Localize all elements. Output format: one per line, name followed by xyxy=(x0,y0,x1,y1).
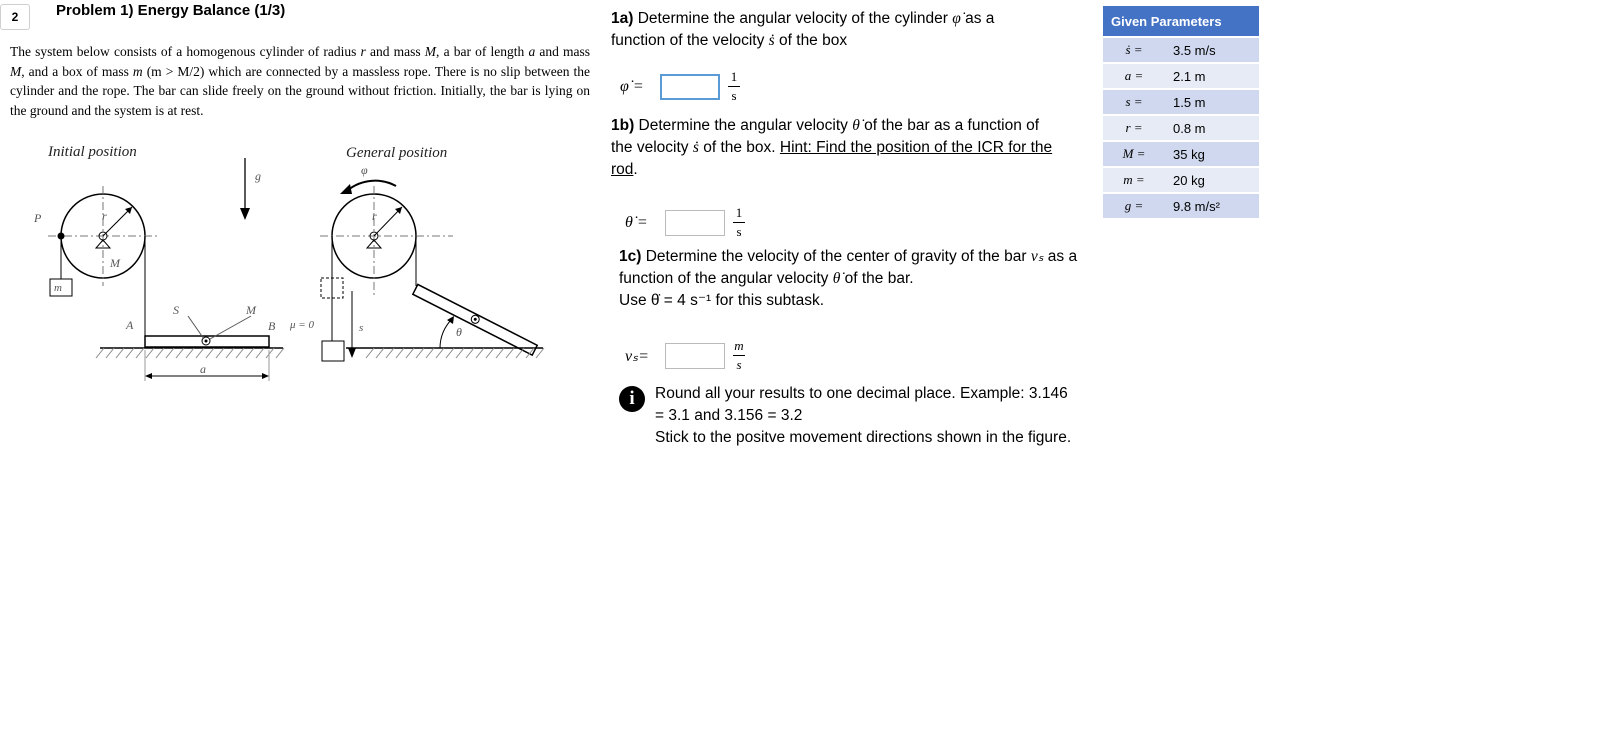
answer-input-1b[interactable] xyxy=(665,210,725,236)
answer-input-1c[interactable] xyxy=(665,343,725,369)
problem-title: Problem 1) Energy Balance (1/3) xyxy=(56,2,286,19)
params-header: Given Parameters xyxy=(1103,6,1259,36)
svg-text:S: S xyxy=(173,303,179,317)
answer-row-1b xyxy=(625,206,745,239)
svg-text:a: a xyxy=(200,362,206,376)
initial-position-label: Initial position xyxy=(48,144,137,160)
answer-label-1a: φ̇ = xyxy=(620,77,644,95)
answer-label-1b: θ̇ = xyxy=(625,213,648,231)
svg-text:s: s xyxy=(359,322,364,334)
unit-1a: $\frac{1}{s}$ xyxy=(728,70,740,103)
param-symbol: a = xyxy=(1103,64,1165,88)
general-position-label: General position xyxy=(346,145,448,161)
svg-text:r: r xyxy=(102,209,107,223)
answer-input-1a[interactable] xyxy=(660,74,720,100)
param-symbol: s = xyxy=(1103,90,1165,114)
bar-general xyxy=(413,284,537,355)
param-row xyxy=(1103,90,1259,114)
param-value: 9.8 m/s² xyxy=(1165,194,1259,218)
param-row xyxy=(1103,168,1259,192)
svg-text:P: P xyxy=(34,211,42,225)
system-figure xyxy=(28,136,568,401)
unit-1c: $\frac{m}{s}$ xyxy=(734,338,744,372)
param-symbol: m = xyxy=(1103,168,1165,192)
param-row xyxy=(1103,64,1259,88)
question-1c: 1c) Determine the velocity of the center of gravity of the bar vₛ as a function of the angular velocity θ̇ of the bar. Use θ̇ = 4 s⁻¹ for this subtask. xyxy=(619,248,1078,309)
page-number-badge: 2 xyxy=(0,4,30,30)
unit-1b: $\frac{1}{s}$ xyxy=(733,206,745,239)
svg-text:m: m xyxy=(54,282,62,294)
param-value: 3.5 m/s xyxy=(1165,38,1259,62)
svg-text:r: r xyxy=(372,209,377,223)
svg-text:φ: φ xyxy=(361,163,368,177)
answer-row-1a xyxy=(620,70,740,103)
param-value: 1.5 m xyxy=(1165,90,1259,114)
param-symbol: ṡ = xyxy=(1103,38,1165,62)
question-1a: 1a) Determine the angular velocity of the cylinder φ̇ as a function of the velocity ṡ of the box xyxy=(611,10,995,49)
param-value: 2.1 m xyxy=(1165,64,1259,88)
svg-text:θ: θ xyxy=(456,325,462,339)
instructions-note: Round all your results to one decimal place. Example: 3.146 = 3.1 and 3.156 = 3.2 Stick to the positve movement directions shown in the figure. xyxy=(655,385,1072,446)
param-row xyxy=(1103,38,1259,62)
svg-text:M: M xyxy=(110,256,120,270)
svg-text:A: A xyxy=(126,318,134,332)
param-row xyxy=(1103,142,1259,166)
param-value: 0.8 m xyxy=(1165,116,1259,140)
svg-text:B: B xyxy=(268,319,276,333)
g-label: g xyxy=(255,169,261,183)
param-row xyxy=(1103,194,1259,218)
param-symbol: g = xyxy=(1103,194,1165,218)
param-value: 20 kg xyxy=(1165,168,1259,192)
param-value: 35 kg xyxy=(1165,142,1259,166)
given-parameters-panel xyxy=(1103,4,1259,220)
param-symbol: r = xyxy=(1103,116,1165,140)
question-1b: 1b) Determine the angular velocity θ̇ of the bar as a function of the velocity ṡ of the box. Hint: Find the position of the ICR for the rod. xyxy=(611,117,1053,178)
svg-text:μ = 0: μ = 0 xyxy=(290,319,314,331)
param-symbol: M = xyxy=(1103,142,1165,166)
svg-text:M: M xyxy=(246,303,256,317)
given-parameters-table xyxy=(1103,4,1259,220)
answer-label-1c: vₛ= xyxy=(625,347,649,365)
info-icon: i xyxy=(619,386,645,412)
problem-description: The system below consists of a homogenous cylinder of radius r and mass M, a bar of length a and mass M, and a box of mass m (m > M/2) which are connected by a massless rope. There is no slip between the cylinder and the rope. The bar can slide freely on the ground without friction. Initially, the bar is lying on the ground and the system is at rest. xyxy=(10,44,590,118)
param-row xyxy=(1103,116,1259,140)
answer-row-1c xyxy=(625,339,745,372)
